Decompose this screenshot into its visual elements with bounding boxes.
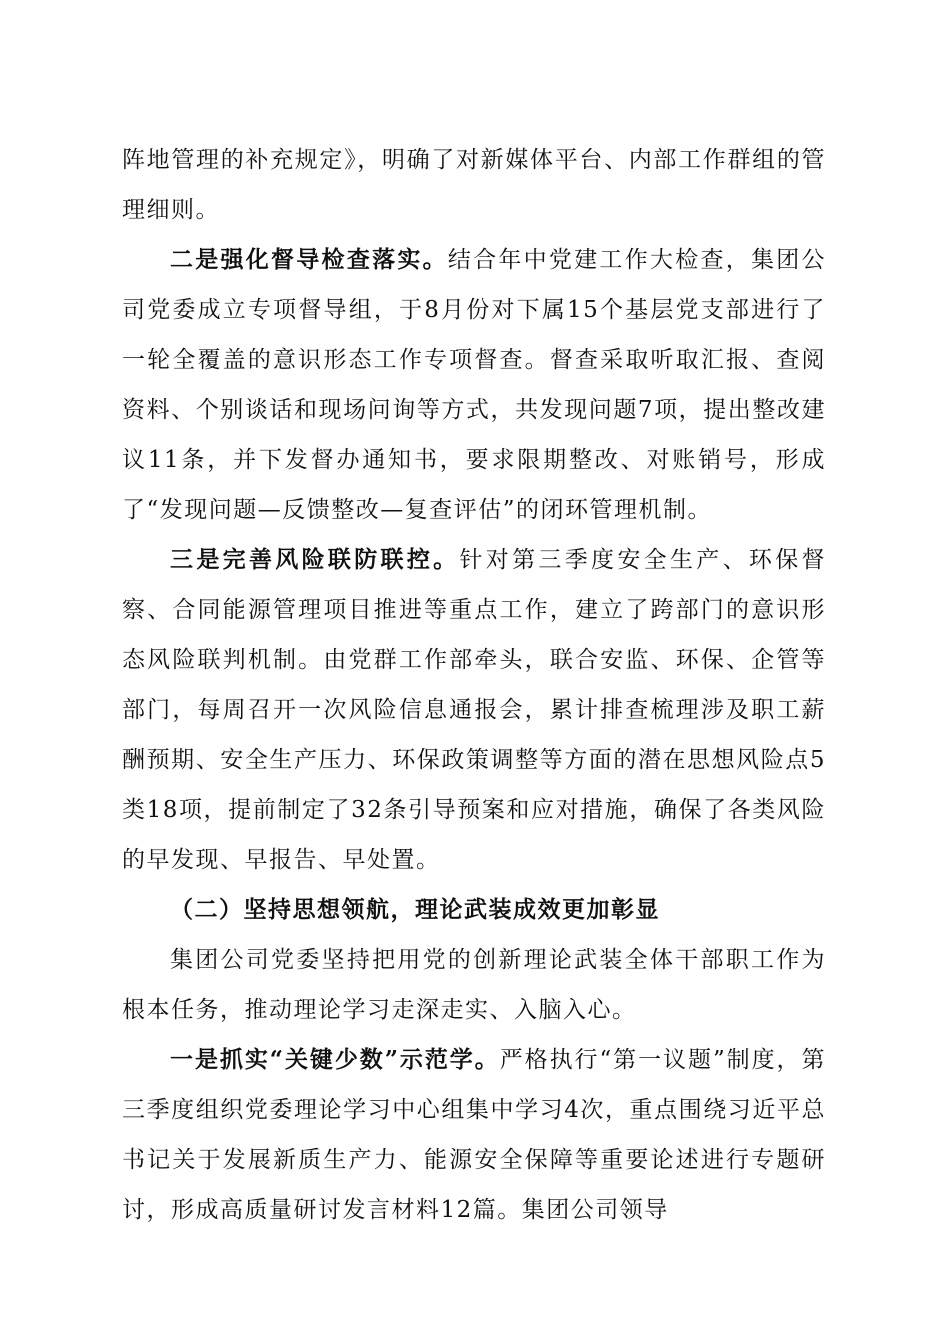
paragraph-text: 严格执行“第一议题”制度，第三季度组织党委理论学习中心组集中学习4次，重点围绕习近平总书记关于发展新质生产力、能源安全保障等重要论述进行专题研讨，形成高质量研讨发言材料12篇。集团公司领导 [122,1047,826,1223]
paragraph-text: 结合年中党建工作大检查，集团公司党委成立专项督导组，于8月份对下属15个基层党支部进行了一轮全覆盖的意识形态工作专项督查。督查采取听取汇报、查阅资料、个别谈话和现场问询等方式，共发现问题7项，提出整改建议11条，并下发督办通知书，要求限期整改、对账销号，形成了“发现问题—反馈整改—复查评估”的闭环管理机制。 [122,247,827,523]
continued-paragraph [122,135,826,235]
paragraph-lead: 二是强化督导检查落实。 [170,246,448,273]
paragraph-text: 阵地管理的补充规定》，明确了对新媒体平台、内部工作群组的管理细则。 [122,147,826,223]
paragraph-lead: 一是抓实“关键少数”示范学。 [170,1046,500,1073]
paragraph-lead: 三是完善风险联防联控。 [170,546,460,573]
paragraph-key-minority [122,1035,826,1235]
document-body [122,135,826,1235]
paragraph-text: 针对第三季度安全生产、环保督察、合同能源管理项目推进等重点工作，建立了跨部门的意识形态风险联判机制。由党群工作部牵头，联合安监、环保、企管等部门，每周召开一次风险信息通报会，累计排查梳理涉及职工薪酬预期、安全生产压力、环保政策调整等方面的潜在思想风险点5类18项，提前制定了32条引导预案和应对措施，确保了各类风险的早发现、早报告、早处置。 [122,547,826,873]
section-heading: （二）坚持思想领航，理论武装成效更加彰显 [170,896,660,923]
section-intro-paragraph: 集团公司党委坚持把用党的创新理论武装全体干部职工作为根本任务，推动理论学习走深走实、入脑入心。 [122,947,826,1023]
paragraph-supervision [122,235,826,535]
paragraph-risk-control [122,535,826,885]
